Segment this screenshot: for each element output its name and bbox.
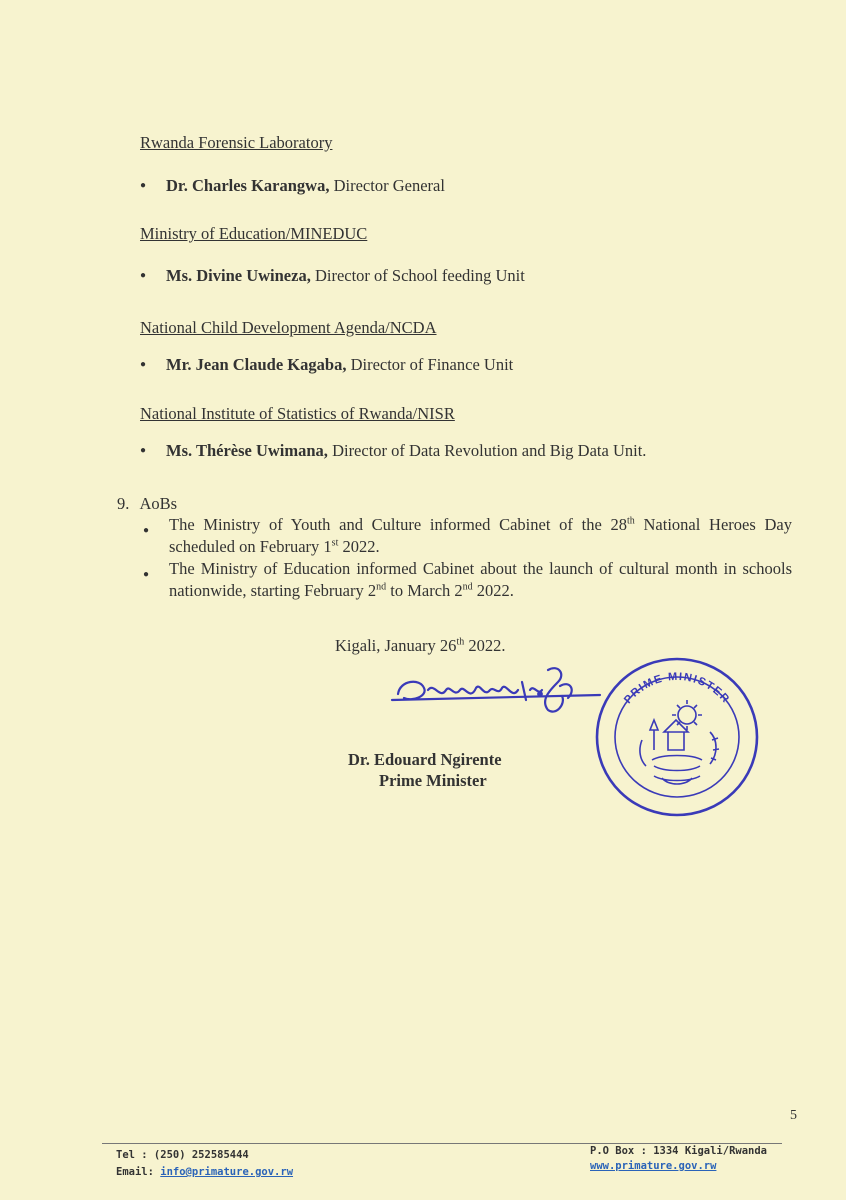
list-item xyxy=(140,176,445,196)
person-name: Ms. Thérèse Uwimana, xyxy=(166,441,328,460)
section-heading: National Institute of Statistics of Rwanda/NISR xyxy=(140,404,455,423)
person-name: Ms. Divine Uwineza, xyxy=(166,266,311,285)
svg-text:PRIME MINISTER xyxy=(622,671,732,706)
bullet-icon: ● xyxy=(140,180,147,191)
footer-tel: Tel : (250) 252585444 xyxy=(116,1149,249,1161)
aob-heading xyxy=(117,494,177,514)
footer-divider xyxy=(102,1143,782,1144)
aob-number: 9. xyxy=(117,494,130,513)
person-name: Mr. Jean Claude Kagaba, xyxy=(166,355,347,374)
prime-minister-stamp xyxy=(592,650,762,820)
list-item xyxy=(140,355,513,375)
email-link[interactable]: info@primature.gov.rw xyxy=(160,1166,294,1178)
stamp-text: PRIME MINISTER xyxy=(621,670,733,707)
footer-website xyxy=(590,1160,716,1172)
aob-title: AoBs xyxy=(139,494,178,513)
website-link[interactable]: www.primature.gov.rw xyxy=(590,1160,717,1172)
aob-item-text: The Ministry of Education informed Cabinet about the launch of cultural month in schools nationwide, starting February 2nd to March 2nd 2022. xyxy=(169,559,792,600)
person-role: Director of Data Revolution and Big Data Unit. xyxy=(332,441,647,460)
person-name: Dr. Charles Karangwa, xyxy=(166,176,330,195)
aob-item xyxy=(140,514,792,558)
bullet-icon: ● xyxy=(140,270,147,281)
list-item xyxy=(140,266,525,286)
bullet-icon: ● xyxy=(140,445,147,456)
person-role: Director of School feeding Unit xyxy=(314,266,525,285)
signature-icon xyxy=(390,660,620,722)
section-heading: Rwanda Forensic Laboratory xyxy=(140,133,333,152)
bullet-icon: ● xyxy=(143,525,150,536)
section-heading: Ministry of Education/MINEDUC xyxy=(140,224,368,243)
person-role: Director General xyxy=(333,176,445,195)
signatory-name: Dr. Edouard Ngirente xyxy=(348,750,502,769)
bullet-icon: ● xyxy=(140,359,147,370)
person-role: Director of Finance Unit xyxy=(350,355,514,374)
page-number: 5 xyxy=(790,1108,797,1123)
place-date: Kigali, January 26th 2022. xyxy=(335,636,506,655)
aob-item-text: The Ministry of Youth and Culture informed Cabinet of the 28th National Heroes Day scheduled on February 1st 2022. xyxy=(169,515,792,556)
bullet-icon: ● xyxy=(143,569,150,580)
section-heading: National Child Development Agenda/NCDA xyxy=(140,318,437,337)
list-item xyxy=(140,441,646,461)
emblem-icon xyxy=(640,700,719,784)
signatory-title: Prime Minister xyxy=(379,771,487,790)
footer-email: Email: info@primature.gov.rw xyxy=(116,1166,294,1178)
aob-item xyxy=(140,558,792,602)
footer-po-box: P.O Box : 1334 Kigali/Rwanda xyxy=(590,1145,768,1157)
